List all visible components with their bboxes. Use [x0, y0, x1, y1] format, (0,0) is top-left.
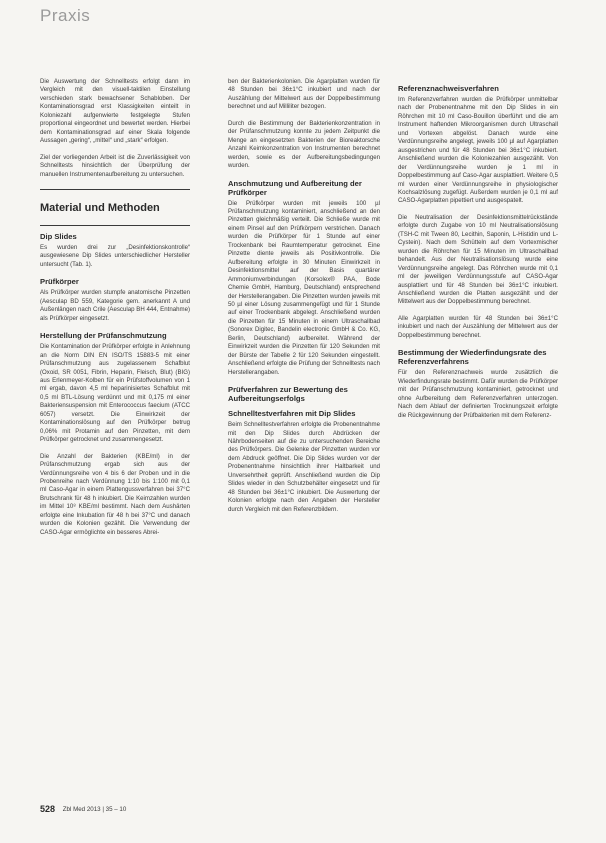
page-footer [40, 804, 126, 814]
pruefkoerper-text: Als Prüfkörper wurden stumpfe anatomische Pinzetten (Aesculap BD 559, Kategorie gem. anerkannt A und Außenlängen nach Crile (Aesculap BH 444, Entnahme) als Prüfkörper eingesetzt. [40, 289, 190, 322]
schnelltest-text: Beim Schnelltestverfahren erfolgte die Probenentnahme mit den Dip Slides durch Abdrücken der Nährbodenseiten auf die zu untersuchenden Bereiche des Prüfkörpers. Die Gelenke der Pinzetten wurden vor dem Abdruck geöffnet. Die Dip Slides wurden vor der Probenentnahme hinsichtlich ihrer Haltbarkeit und Unversehrtheit geprüft. Anschließend wurden die Dip Slides wieder in den Schutzbehälter eingesetzt und für 48 Stunden bei 36±1°C inkubiert. Die Auswertung der Kolonien erfolgte nach den Angaben der Hersteller durch Vergleich mit den Referenzbildern. [228, 421, 380, 513]
subsection-title-referenz: Referenznachweisverfahren [398, 84, 499, 93]
aim-paragraph: Ziel der vorliegenden Arbeit ist die Zuverlässigkeit von Schnelltests hinsichtlich der Überprüfung der manuellen Instrumentenaufbereitung zu untersuchen. [40, 153, 190, 178]
referenz-text: Im Referenzverfahren wurden die Prüfkörper unmittelbar nach der Probenentnahme mit den Dip Slides in ein Röhrchen mit 10 ml Caso-Bouillon überführt und die am Instrument haftenden Mikroorganismen durch Ultraschall und Vortexen abgelöst. Danach wurde eine Verdünnungsreihe angelegt, jeweils 100 µl auf Agarplatten ausgestrichen und für 48 Stunden bei 36±1°C inkubiert. Anschließend wurden die Koloniezahlen ausgezählt. Von der Verdünnungsreihe wurden je 1 ml in Doppelbestimmung auf Caso-Agar ausplattiert. Weitere 0,5 ml wurden einer Verdünnungsreihe in physiologischer Kochsalzlösung zugefügt. Außerdem wurden je 0,1 ml auf CASO-Agarplatten pipettiert und ausgespatelt. [398, 96, 558, 205]
section-title-methods: Material und Methoden [40, 201, 160, 214]
column-2 [228, 78, 380, 522]
pruefanschmutzung-text-2: Die Anzahl der Bakterien (KBE/ml) in der Prüfanschmutzung ergab sich aus der Verdünnungsreihe von 4 bis 6 der Proben und in die Probenreihe nach Verdünnung 1:10 bis 1:100 mit 0,1 ml Caso-Agar in einem Plattengussverfahren bei 37°C Brutschrank für 48 h inkubiert. Die Keimzahlen wurden im Mittel 10⁸ KBE/ml bestimmt. Nach dem Aushärten erfolgte eine Inkubation für 48 h bei 37°C und danach wurden die Kolonien gezählt. Die Verwendung der CASO-Agar ermöglichte ein besseres Abrei- [40, 452, 190, 536]
subsection-title-dip-slides: Dip Slides [40, 231, 77, 241]
column-3 [398, 78, 558, 428]
aufbereitung-text: Die Prüfkörper wurden mit jeweils 100 µl Prüfanschmutzung kontaminiert, anschließend an den Pinzetten gleichmäßig verteilt. Die Schließe wurde mit einem Pinsel auf den Prüfkörpern verstrichen. Danach wurden die Prüfkörper für 1 Stunde auf einer Trockenbank bei Raumtemperatur getrocknet. Eine Pinzette diente jeweils als Positivkontrolle. Die Aufbereitung erfolgte in 30 Minuten Einwirkzeit in Desinfektionsmittel auf der Basis quartärer Ammoniumverbindungen (Korsolex® PAA, Bode Chemie GmbH, Hamburg, Deutschland) entsprechend der Herstellerangaben. Die Pinzetten wurden jeweils mit 50 µl einer Lösung zusammengefügt und für 1 Stunde auf einer Trockenbank abgelegt. Anschließend wurden die Pinzetten für 15 Minuten in einem Ultraschallbad (Sonorex Digitec, Bandelin electronic GmbH & Co. KG, Berlin, Deutschland) aufbereitet. Während der Einwirkzeit wurden die Pinzetten für 120 Sekunden mit der Bürste der Tabelle 2 für 120 Sekunden eingestellt. Anschließend erfolgte die Prüfung der Schnelltests nach Herstellerangaben. [228, 199, 380, 376]
subsection-title-wiederfindungsrate: Bestimmung der Wiederfindungsrate des Referenzverfahrens [398, 348, 547, 367]
col3-paragraph-2: Die Neutralisation der Desinfektionsmittelrückstände erfolgte durch Zugabe von 10 ml Neutralisationslösung (TSH-C mit Tween 80, Lecithin, Saponin, L-Histidin und L-Cystein). Nach dem Schütteln auf dem Vortexmischer wurden die Röhrchen für 15 Minuten im Ultraschallbad behandelt. Aus der Neutralisationslösung wurde eine Verdünnungsreihe angelegt. Das Röhrchen wurde mit 0,1 ml der jeweiligen Verdünnungsstufe auf CASO-Agar ausplattiert und für 48 Stunden bei 36±1°C inkubiert. Anschließend wurden die Platten ausgezählt und der Mittelwert aus der Doppelbestimmung berechnet. [398, 213, 558, 306]
subsection-divider [40, 225, 190, 226]
journal-reference: Zbl Med 2013 | 35 – 10 [62, 806, 127, 813]
subsection-title-aufbereitung: Anschmutzung und Aufbereitung der Prüfkörper [228, 178, 362, 197]
page-number: 528 [40, 804, 56, 814]
section-divider [40, 189, 190, 190]
col2-paragraph-2: Durch die Bestimmung der Bakterienkonzentration in der Prüfanschmutzung konnte zu jedem Zeitpunkt die Menge an eingesetzten Bakterien der Bioreaktorsche Anzahl Keimkonzentration von Instrumenten berechnet werden, sowie es der Aufbereitungsbedingungen wurden. [228, 119, 380, 170]
col2-paragraph-1: ben der Bakterienkolonien. Die Agarplatten wurden für 48 Stunden bei 36±1°C inkubiert und nach der Auszählung der Mittelwert aus der Doppelbestimmung berechnet und auf Milliliter bezogen. [228, 78, 380, 111]
subsection-title-pruefkoerper: Prüfkörper [40, 277, 79, 287]
section-header: Praxis [40, 6, 91, 25]
pruefanschmutzung-text: Die Kontamination der Prüfkörper erfolgte in Anlehnung an die Norm DIN EN ISO/TS 15883-5 mit einer Prüfanschmutzung aus zugelassenem Schafblut (Oxoid, SR 0051, Fibrin, Heparin, Fleisch, Blut) (BIG) aus Erlenmeyer-Kolben für ein Prüfstoffvolumen von 1 ml ergab, davon 4,5 ml heparinisiertes Schafblut mit 0,5 ml BTL-Lösung verdünnt und mit 0,175 ml einer Bakteriensuspension mit Enterococcus faecium (ATCC 6057) versetzt. Die Einwirkzeit der Kontaminationslösung auf den Prüfkörper betrug 0,06% mit Protamin auf den Pinzetten, mit dem Prüfkörper getrocknet und zusammengesetzt. [40, 343, 190, 444]
dip-slides-text: Es wurden drei zur „Desinfektionskontrolle“ ausgewiesene Dip Slides unterschiedlicher Hersteller untersucht (Tab. 1). [40, 243, 190, 268]
column-1 [40, 78, 190, 545]
intro-paragraph: Die Auswertung der Schnelltests erfolgt dann im Vergleich mit den visuell-taktilen Einstellung verschieden stark bewachsener Schabloben. Der Kontaminationsgrad erst Klassigkeiten einteilt in Koloniezahl aufgenwierte festgelegte Stufen proportional eingeordnet und bewertet werden. Hierbei dem Kontaminationsgrad auf einer Skala folgende Aussagen „gering“, „mittel“ und „stark“ erfolgen. [40, 78, 190, 145]
col3-paragraph-3: Alle Agarplatten wurden für 48 Stunden bei 36±1°C inkubiert und nach der Auszählung der Mittelwert aus der Doppelbestimmung berechnet. [398, 314, 558, 339]
wiederfindungsrate-text: Für den Referenznachweis wurde zusätzlich die Wiederfindungsrate bestimmt. Dafür wurden die Prüfkörper mit der Prüfanschmutzung kontaminiert, getrocknet und ohne Aufbereitung dem Referenzverfahren unterzogen. Nach dem Ablauf der definierten Trocknungszeit erfolgte die Rückgewinnung der Prüfbakterien mit dem Referenz- [398, 369, 558, 419]
subsection-title-pruefverfahren: Prüfverfahren zur Bewertung des Aufbereitungserfolgs [228, 385, 348, 404]
subsection-subtitle-schnelltest: Schnelltestverfahren mit Dip Slides [228, 409, 356, 419]
subsection-title-pruefanschmutzung: Herstellung der Prüfanschmutzung [40, 331, 167, 341]
